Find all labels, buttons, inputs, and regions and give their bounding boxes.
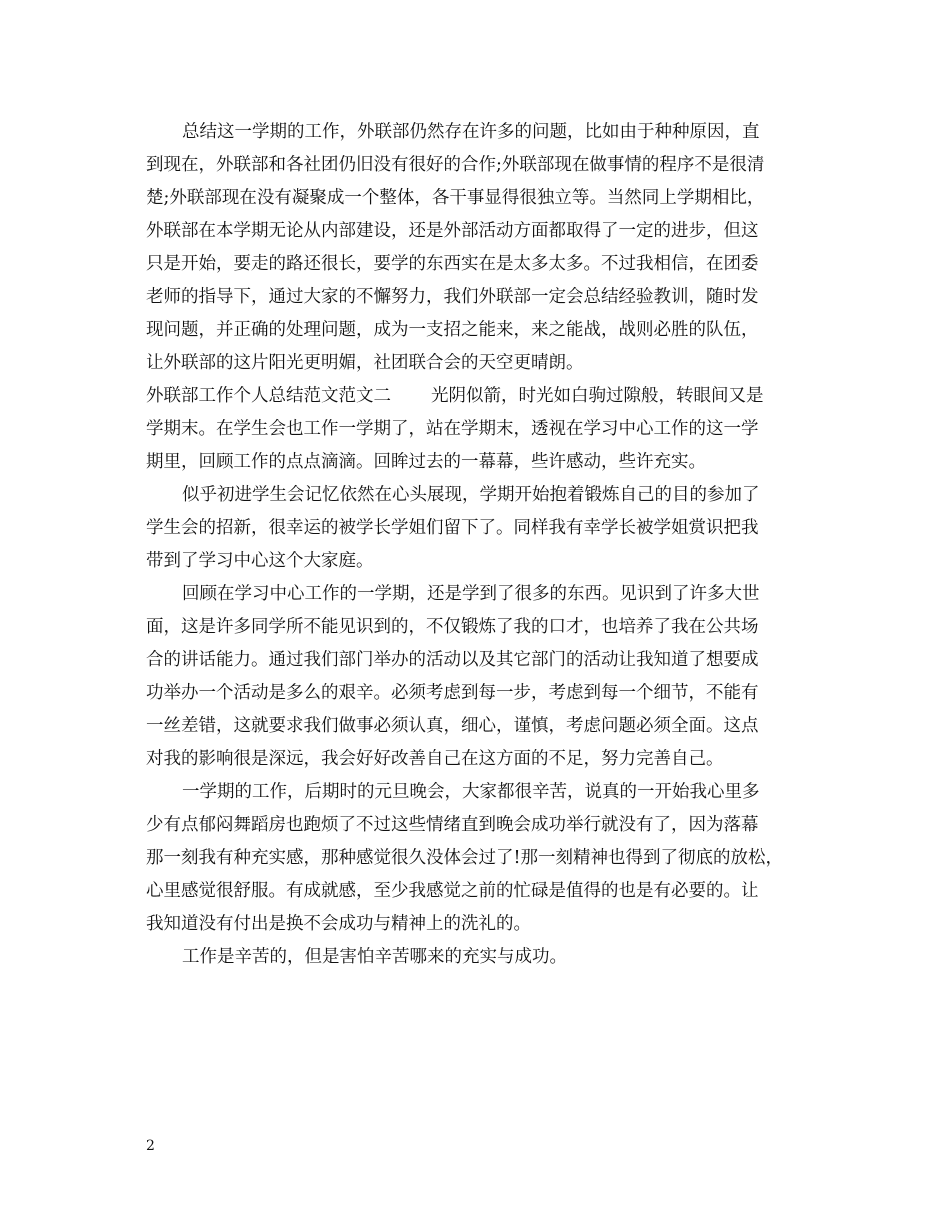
text-line: 合的讲话能力。通过我们部门举办的活动以及其它部门的活动让我知道了想要成 [146, 650, 759, 670]
text-line: 到现在，外联部和各社团仍旧没有很好的合作;外联部现在做事情的程序不是很清 [146, 155, 765, 175]
text-line: 外联部在本学期无论从内部建设，还是外部活动方面都取得了一定的进步，但这 [146, 221, 759, 241]
section-heading: 外联部工作个人总结范文范文二 [146, 386, 391, 406]
text-line: 似乎初进学生会记忆依然在心头展现，学期开始抱着锻炼自己的目的参加了 [182, 485, 760, 505]
text-line: 学生会的招新，很幸运的被学长学姐们留下了。同样我有幸学长被学姐赏识把我 [146, 518, 759, 538]
section-intro-text: 光阴似箭，时光如白驹过隙般，转眼间又是 [431, 386, 764, 406]
text-line: 楚;外联部现在没有凝聚成一个整体，各干事显得很独立等。当然同上学期相比， [146, 188, 765, 208]
text-line: 学期末。在学生会也工作一学期了，站在学期末，透视在学习中心工作的这一学 [146, 419, 759, 439]
text-line: 少有点郁闷舞蹈房也跑烦了不过这些情绪直到晚会成功举行就没有了，因为落幕 [146, 815, 759, 835]
section-heading-line [146, 380, 812, 413]
text-line: 现问题，并正确的处理问题，成为一支招之能来，来之能战，战则必胜的队伍， [146, 320, 759, 340]
text-line: 一学期的工作，后期时的元旦晚会，大家都很辛苦，说真的一开始我心里多 [182, 782, 760, 802]
text-line: 总结这一学期的工作，外联部仍然存在许多的问题，比如由于种种原因，直 [182, 122, 760, 142]
text-line: 面，这是许多同学所不能见识到的，不仅锻炼了我的口才，也培养了我在公共场 [146, 617, 759, 637]
text-line: 老师的指导下，通过大家的不懈努力，我们外联部一定会总结经验教训，随时发 [146, 287, 759, 307]
text-line: 工作是辛苦的，但是害怕辛苦哪来的充实与成功。 [182, 947, 567, 967]
text-line: 心里感觉很舒服。有成就感，至少我感觉之前的忙碌是值得的也是有必要的。让 [146, 881, 759, 901]
text-line: 回顾在学习中心工作的一学期，还是学到了很多的东西。见识到了许多大世 [182, 584, 760, 604]
page-number: 2 [146, 1138, 155, 1154]
text-line: 只是开始，要走的路还很长，要学的东西实在是太多太多。不过我相信，在团委 [146, 254, 759, 274]
text-line: 让外联部的这片阳光更明媚，社团联合会的天空更晴朗。 [146, 353, 584, 373]
text-line: 期里，回顾工作的点点滴滴。回眸过去的一幕幕，些许感动，些许充实。 [146, 452, 706, 472]
text-line: 功举办一个活动是多么的艰辛。必须考虑到每一步，考虑到每一个细节，不能有 [146, 683, 759, 703]
text-line: 那一刻我有种充实感，那种感觉很久没体会过了!那一刻精神也得到了彻底的放松， [146, 848, 784, 868]
text-line: 我知道没有付出是换不会成功与精神上的洗礼的。 [146, 914, 531, 934]
text-line: 一丝差错，这就要求我们做事必须认真，细心，谨慎，考虑问题必须全面。这点 [146, 716, 759, 736]
text-line: 对我的影响很是深远，我会好好改善自己在这方面的不足，努力完善自己。 [146, 749, 724, 769]
document-body [146, 116, 812, 974]
text-line: 带到了学习中心这个大家庭。 [146, 551, 374, 571]
